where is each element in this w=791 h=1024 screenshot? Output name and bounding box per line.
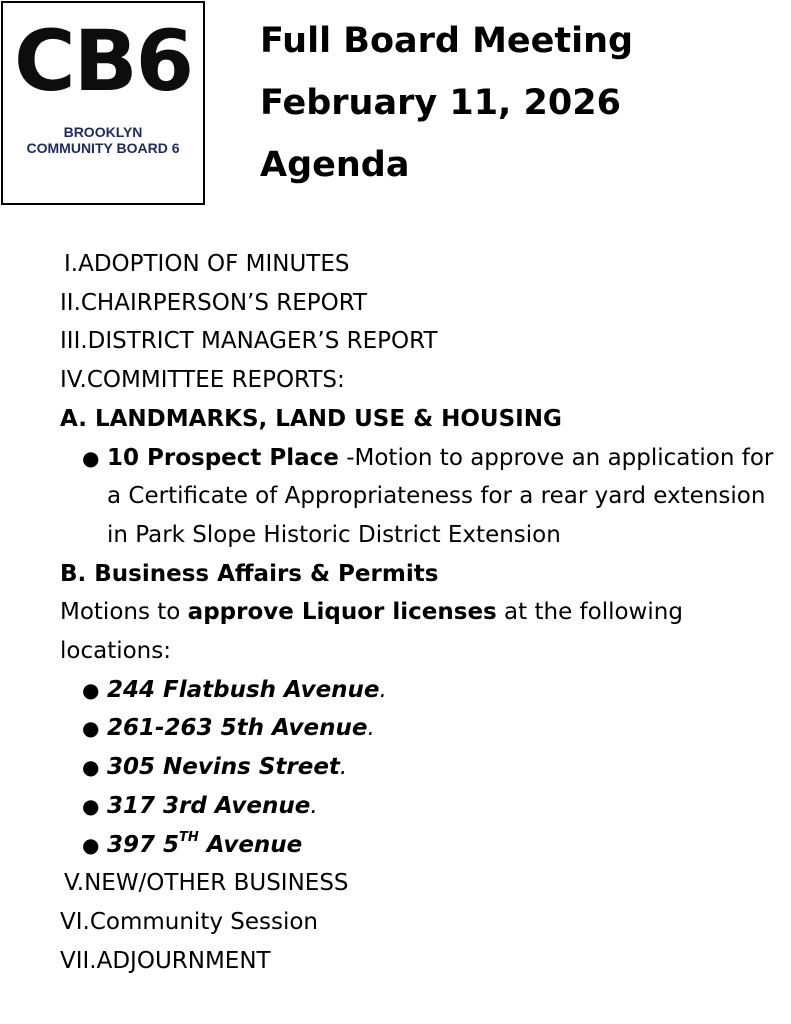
location-name-rest: Avenue <box>198 831 303 858</box>
location-suffix: . <box>379 676 387 703</box>
section-b-heading: B. Business Affairs & Permits <box>60 560 439 587</box>
bullet-dot-icon: ● <box>82 716 100 741</box>
agenda-item-committee-reports: IV.COMMITTEE REPORTS: <box>60 367 345 394</box>
title-agenda: Agenda <box>260 145 410 185</box>
section-b-intro <box>60 593 775 670</box>
section-a-bullet <box>60 439 775 555</box>
location-ordinal-suffix: TH <box>179 829 199 845</box>
title-date: February 11, 2026 <box>260 83 621 123</box>
location-item <box>60 709 775 748</box>
agenda-item-chairperson-report: II.CHAIRPERSON’S REPORT <box>60 289 368 316</box>
location-item <box>60 671 775 710</box>
location-item <box>60 748 775 787</box>
location-suffix: . <box>310 792 318 819</box>
bullet-dot-icon: ● <box>82 832 100 857</box>
location-suffix: . <box>339 754 348 781</box>
bullet-dot-icon: ● <box>82 677 100 702</box>
logo-wordmark: CB6 <box>13 12 193 110</box>
agenda-item-new-other-business: V.NEW/OTHER BUSINESS <box>64 870 349 897</box>
agenda-item-adjournment: VII.ADJOURNMENT <box>60 947 271 974</box>
agenda-item-adoption-of-minutes: I.ADOPTION OF MINUTES <box>64 251 350 277</box>
bullet-dot-icon: ● <box>82 793 100 818</box>
prospect-place-motion: -Motion to approve an application for a Certificate of Appropriateness for a rear yard extension in Park Slope Historic District Extension <box>107 444 774 548</box>
location-name: 244 Flatbush Avenue <box>107 676 380 703</box>
location-name: 317 3rd Avenue <box>107 792 311 819</box>
location-name: 397 5 <box>107 831 180 858</box>
title-meeting: Full Board Meeting <box>260 21 634 61</box>
document-title <box>260 10 780 196</box>
agenda-item-district-manager-report: III.DISTRICT MANAGER’S REPORT <box>60 328 438 355</box>
location-name: 305 Nevins Street <box>107 754 340 781</box>
cb6-logo <box>1 1 205 205</box>
bullet-dot-icon: ● <box>82 445 100 470</box>
section-a-heading: A. LANDMARKS, LAND USE & HOUSING <box>60 405 562 432</box>
location-item <box>60 787 775 826</box>
logo-subtitle-line1: BROOKLYN <box>63 124 143 140</box>
location-item <box>60 826 775 865</box>
location-name: 261-263 5th Avenue <box>107 715 368 742</box>
bullet-dot-icon: ● <box>82 755 100 780</box>
section-b-intro-bold: approve Liquor licenses <box>187 599 497 626</box>
logo-subtitle-line2: COMMUNITY BOARD 6 <box>26 140 180 156</box>
section-b-intro-post: at the following locations: <box>60 599 683 665</box>
prospect-place-address: 10 Prospect Place <box>107 444 339 471</box>
location-suffix: . <box>367 715 375 742</box>
agenda-list <box>60 245 775 980</box>
section-b-intro-pre: Motions to <box>60 599 188 626</box>
agenda-item-community-session: VI.Community Session <box>60 908 319 935</box>
